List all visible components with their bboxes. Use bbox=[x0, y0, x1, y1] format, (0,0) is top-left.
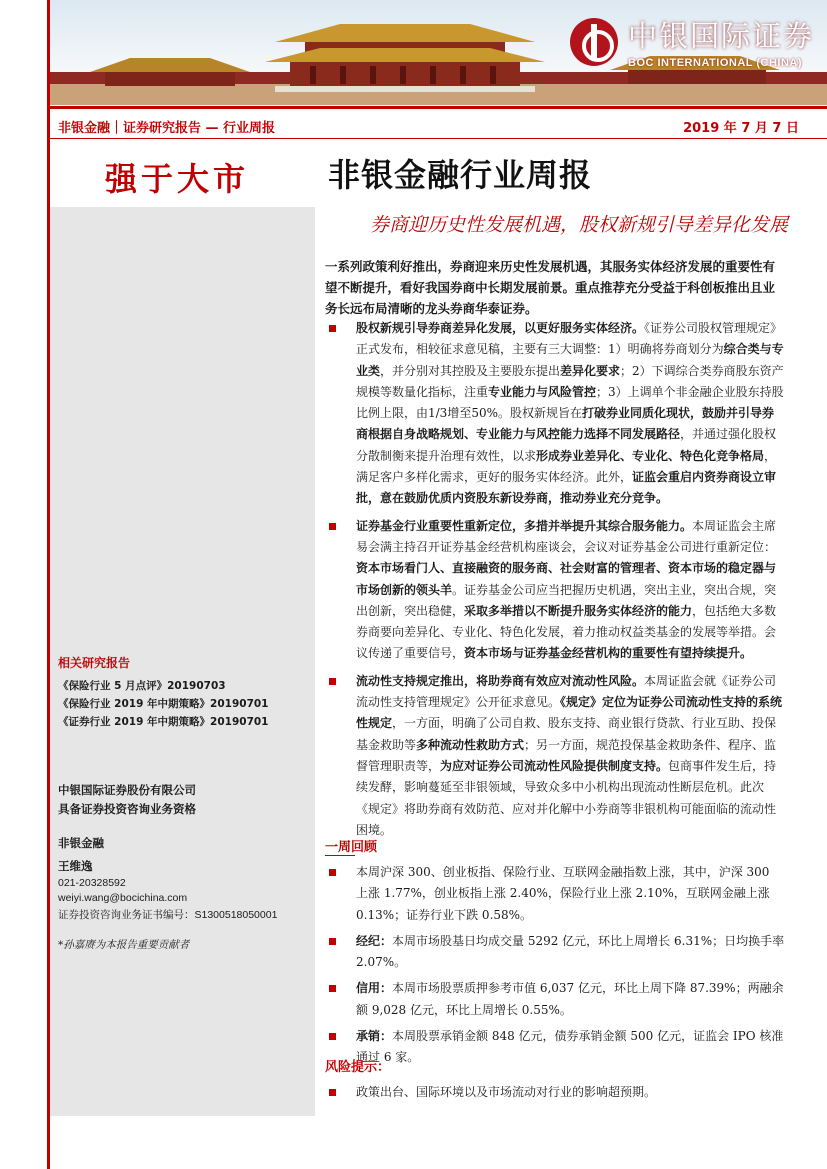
report-title: 非银金融行业周报 bbox=[328, 156, 593, 194]
report-subtitle: 券商迎历史性发展机遇，股权新规引导差异化发展 bbox=[369, 214, 788, 236]
bullet-square-icon bbox=[329, 938, 336, 945]
key-point-text: ，并通过强化股权分散制衡来提升治理有效性，以求 bbox=[356, 427, 777, 463]
firm-name: 中银国际证券股份有限公司 bbox=[58, 783, 196, 797]
weekly-item bbox=[325, 862, 785, 926]
contributor-note: *孙嘉赓为本报告重要贡献者 bbox=[58, 939, 190, 951]
weekly-review-list bbox=[325, 862, 785, 1074]
weekly-item bbox=[325, 931, 785, 974]
key-point-text: 资本市场与证券基金经营机构的重要性有望持续提升。 bbox=[464, 646, 753, 661]
boc-logo-icon bbox=[570, 18, 618, 66]
risk-heading: 风险提示： bbox=[325, 1060, 391, 1075]
key-point-text: 打破券业同质化现状，鼓励并引导券商根据自身战略规划、专业能力与风控能力选择不同发展路径 bbox=[356, 406, 775, 442]
sector-label: 非银金融 bbox=[58, 836, 104, 850]
header-rule bbox=[50, 106, 827, 109]
weekly-item bbox=[325, 978, 785, 1021]
key-point-text: ，并分别对其控股及主要股东提出 bbox=[380, 363, 561, 378]
rating-box bbox=[50, 140, 315, 207]
key-point-text: 形成券业差异化、专业化、特色化竞争格局 bbox=[536, 448, 765, 463]
key-point-text: ，一方面，明确了公司自救、股东支持、商业银行贷款、行业互助、投保基金救助等 bbox=[356, 716, 777, 752]
key-point-lead: 证券基金行业重要性重新定位，多措并举提升其综合服务能力。 bbox=[356, 518, 693, 533]
key-point-text: 《证券公司股权管理规定》正式发布，相较征求意见稿，主要有三大调整：1）明确将券商划分为 bbox=[356, 321, 783, 357]
weekly-heading-rule bbox=[325, 855, 355, 856]
key-point-text: 采取多举措以不断提升服务实体经济的能力 bbox=[464, 603, 693, 618]
weekly-heading: 一周回顾 bbox=[325, 840, 378, 855]
key-point-text: 。证券基金公司应当把握历史机遇，突出主业，突出合规，突出创新，突出稳健， bbox=[356, 582, 777, 618]
key-point-text: ，满足客户多样化需求，更好的服务实体经济。此外， bbox=[356, 448, 777, 485]
key-point-lead: 股权新规引导券商差异化发展，以更好服务实体经济。 bbox=[356, 321, 645, 335]
risk-item bbox=[325, 1082, 785, 1103]
boci-logo bbox=[570, 14, 814, 69]
key-point-text: 专业能力与风险管控 bbox=[488, 384, 597, 399]
bullet-square-icon bbox=[329, 985, 336, 992]
left-margin bbox=[0, 0, 47, 1169]
related-report-item: 《保险行业 2019 年中期策略》20190701 bbox=[58, 698, 269, 710]
left-sidebar bbox=[50, 140, 315, 1116]
analyst-certificate: 证券投资咨询业务证书编号：S1300518050001 bbox=[58, 909, 278, 921]
key-point-text: 本周证监会就《证券公司流动性支持管理规定》公开征求意见。 bbox=[356, 673, 777, 710]
weekly-item-text: 本周市场股票质押参考市值 6,037 亿元，环比上周下降 87.39%；两融余额 9,028 亿元，环比上周增长 0.55%。 bbox=[356, 981, 784, 1017]
weekly-item bbox=[325, 1026, 785, 1069]
key-point-item bbox=[325, 671, 785, 841]
key-point-item bbox=[325, 516, 785, 665]
key-point-text: ，包括绝大多数券商要向差异化、专业化、特色化发展，着力推动权益类基金的发展等举措。会议传递了重要信号， bbox=[356, 603, 777, 661]
key-points bbox=[325, 318, 785, 847]
logo-chinese: 中银国际证券 bbox=[628, 19, 815, 53]
summary-intro: 一系列政策利好推出，券商迎来历史性发展机遇，其服务实体经济发展的重要性有望不断提升，看好我国券商中长期发展前景。重点推荐充分受益于科创板推出且业务长远布局清晰的龙头券商华泰证券。 bbox=[325, 259, 776, 316]
bullet-square-icon bbox=[329, 523, 336, 530]
related-report-item: 《保险行业 5 月点评》20190703 bbox=[58, 680, 226, 692]
breadcrumb: 非银金融｜证券研究报告 — 行业周报 bbox=[58, 121, 276, 136]
analyst-phone: 021-20328592 bbox=[58, 877, 126, 889]
rating-label: 强于大市 bbox=[105, 160, 250, 198]
analyst-email: weiyi.wang@bocichina.com bbox=[58, 892, 188, 904]
key-point-text: 本周证监会主席易会满主持召开证券基金经营机构座谈会，会议对证券基金公司进行重新定位： bbox=[356, 518, 777, 554]
risk-text: 政策出台、国际环境以及市场流动对行业的影响超预期。 bbox=[356, 1085, 657, 1099]
key-point-lead: 流动性支持规定推出，将助券商有效应对流动性风险。 bbox=[356, 673, 645, 688]
key-point-text: ；2）下调综合类券商股东资产规模等数量化指标，注重 bbox=[356, 363, 784, 399]
bullet-square-icon bbox=[329, 325, 336, 332]
report-date: 2019 年 7 月 7 日 bbox=[683, 121, 799, 136]
related-report-item: 《证券行业 2019 年中期策略》20190701 bbox=[58, 716, 269, 728]
bullet-square-icon bbox=[329, 678, 336, 685]
weekly-item-lead: 信用： bbox=[356, 981, 393, 996]
key-point-item bbox=[325, 318, 785, 510]
key-point-text: ；另一方面，规范投保基金救助条件、程序、监督管理职责等， bbox=[356, 737, 777, 773]
firm-qualification: 具备证券投资咨询业务资格 bbox=[58, 802, 196, 816]
bullet-square-icon bbox=[329, 1033, 336, 1040]
key-point-text: ；3）上调单个非金融企业股东持股比例上限，由1/3增至50%。股权新规旨在 bbox=[356, 384, 784, 421]
logo-english: BOC INTERNATIONAL (CHINA) bbox=[628, 57, 803, 69]
header-banner bbox=[50, 0, 827, 105]
key-point-text: 为应对证券公司流动性风险提供制度支持。 bbox=[440, 758, 669, 773]
weekly-item-lead: 承销： bbox=[356, 1029, 393, 1044]
weekly-item-text: 本周沪深 300、创业板指、保险行业、互联网金融指数上涨，其中，沪深 300 上涨 1.77%，创业板指上涨 2.40%，保险行业上涨 2.10%，互联网金融上涨 0.13%；证券行业下跌 0.58%。 bbox=[356, 865, 770, 922]
weekly-item-text: 本周股票承销金额 848 亿元，债券承销金额 500 亿元，证监会 IPO 核准通过 6 家。 bbox=[356, 1029, 784, 1065]
key-point-text: 综合类与专业类 bbox=[356, 342, 784, 378]
key-point-text: 资本市场看门人、直接融资的服务商、社会财富的管理者、资本市场的稳定器与市场创新的领头羊 bbox=[356, 561, 777, 597]
key-point-text: 《规定》定位为证券公司流动性支持的系统性规定 bbox=[356, 695, 783, 731]
key-point-text: 差异化要求 bbox=[560, 363, 621, 378]
bullet-square-icon bbox=[329, 869, 336, 876]
key-point-text: 多种流动性救助方式 bbox=[416, 737, 525, 752]
key-point-text: 证监会重启内资券商设立审批，意在鼓励优质内资股东新设券商，推动券业充分竞争。 bbox=[356, 470, 777, 506]
key-point-text: 包商事件发生后，持续发酵，影响蔓延至非银领域，导致众多中小机构出现流动性断层危机。此次《规定》将助券商有效防范、应对并化解中小券商等非银机构可能面临的流动性困境。 bbox=[356, 758, 777, 837]
weekly-item-text: 本周市场股基日均成交量 5292 亿元，环比上周增长 6.31%；日均换手率 2.07%。 bbox=[356, 933, 785, 970]
header-rule-thin bbox=[50, 138, 827, 139]
related-reports-heading: 相关研究报告 bbox=[58, 656, 131, 670]
weekly-item-lead: 经纪： bbox=[356, 933, 393, 948]
analyst-name: 王维逸 bbox=[58, 859, 93, 873]
bullet-square-icon bbox=[329, 1089, 336, 1096]
